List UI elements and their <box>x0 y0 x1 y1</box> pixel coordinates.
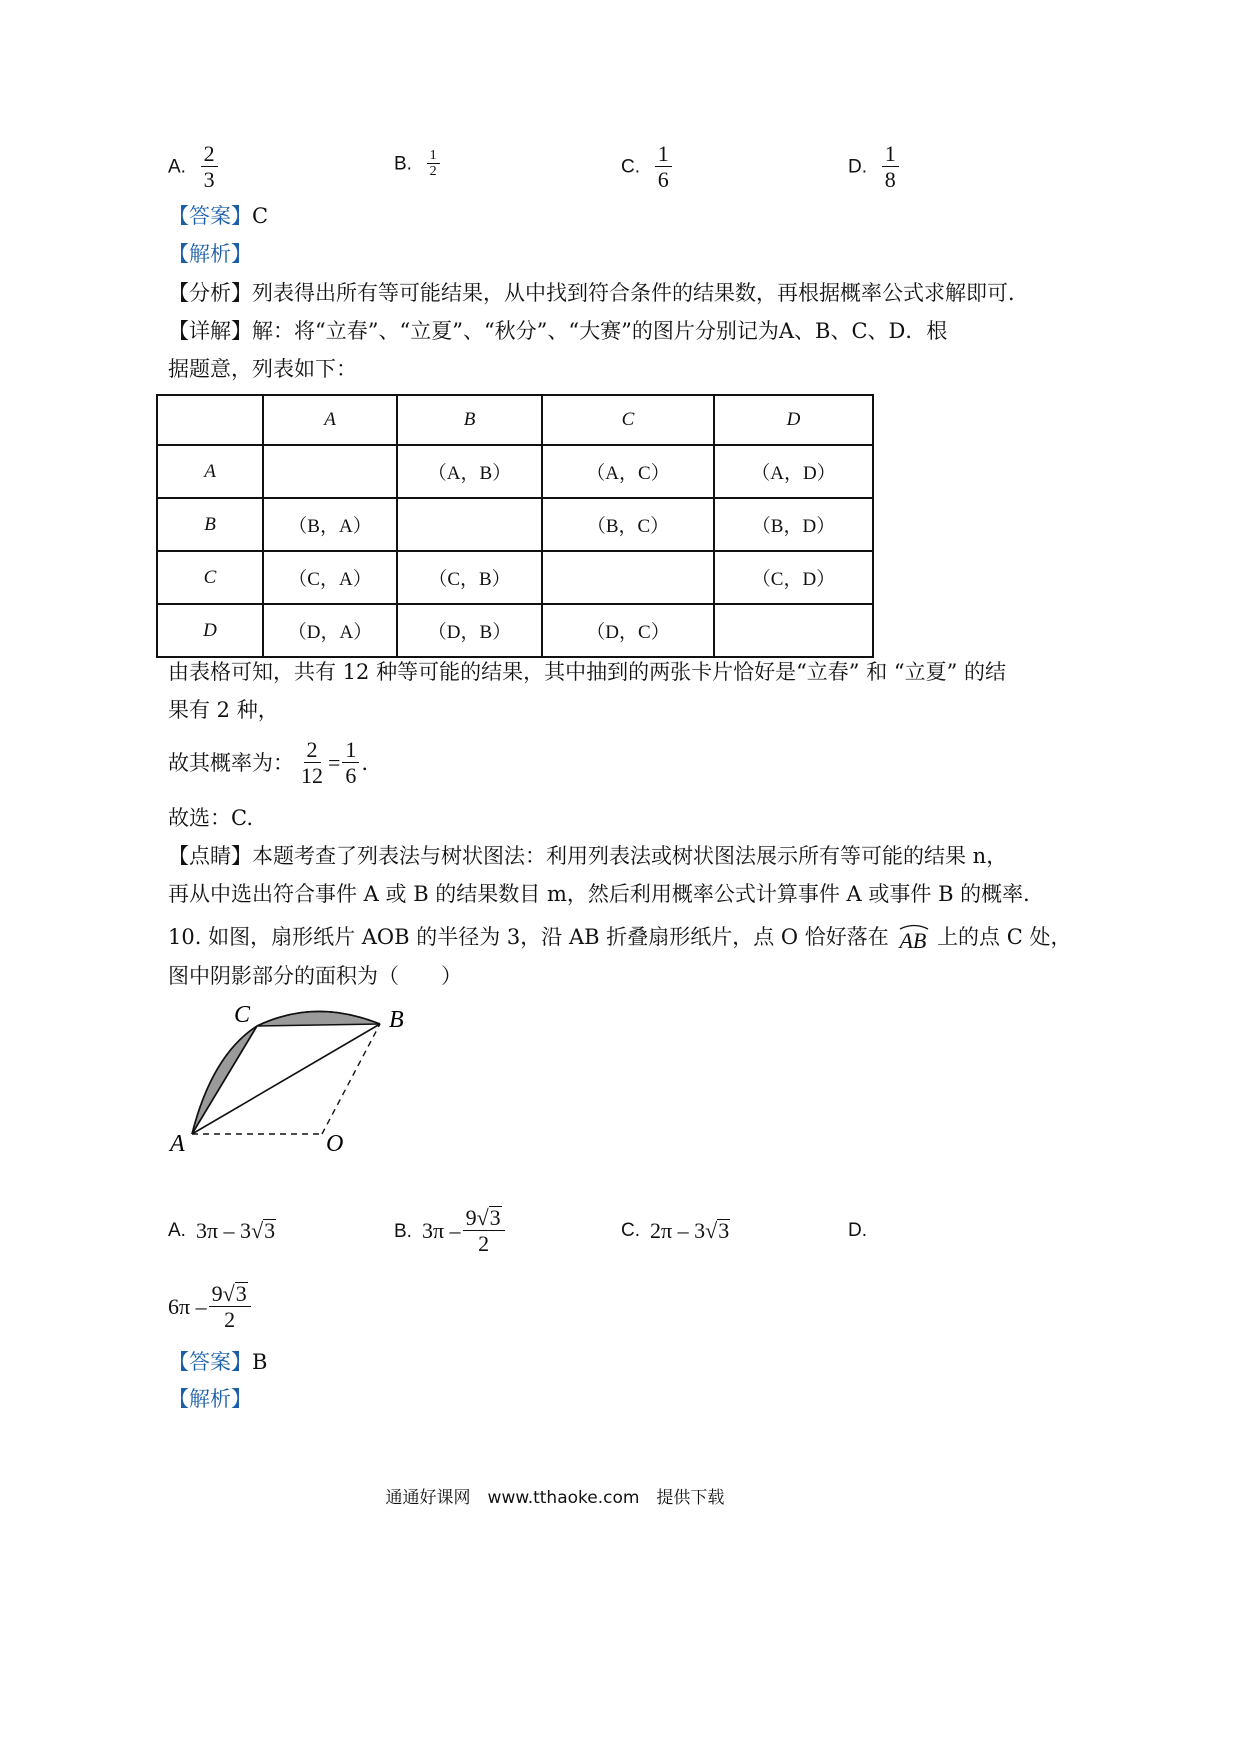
segment-ac <box>192 1026 257 1134</box>
table-header-cell: C <box>542 395 714 445</box>
table-cell: （A，B） <box>397 445 542 498</box>
q9-fenxi: 【分析】列表得出所有等可能结果，从中找到符合条件的结果数，再根据概率公式求解即可． <box>168 281 1029 305</box>
table-header-cell: B <box>397 395 542 445</box>
q9-probability: 故其概率为： $\frac{2}{12}$ = $\frac{1}{6}$ . <box>168 737 369 789</box>
q9-option-c: C. $\frac{1}{6}$ <box>621 142 672 192</box>
table-cell: （C，B） <box>397 551 542 604</box>
point-label-c: C <box>234 1002 251 1028</box>
table-cell: （C，A） <box>263 551 397 604</box>
q9-xiangjie-line1: 【详解】解：将“立春”、“立夏”、“秋分”、“大赛”的图片分别记为A、B、C、D．根 <box>168 319 948 343</box>
q9-option-d: D. $\frac{1}{8}$ <box>848 142 899 192</box>
q9-dianjing-line2: 再从中选出符合事件 A 或 B 的结果数目 m，然后利用概率公式计算事件 A 或事件 B 的概率． <box>168 882 1045 906</box>
table-row <box>157 498 873 551</box>
arc-ab-notation: AB <box>899 930 926 952</box>
table-cell: （C，D） <box>714 551 873 604</box>
q10-option-c: C. 2π – 3 √ 3 <box>621 1217 730 1243</box>
q9-dianjing-line1: 【点睛】本题考查了列表法与树状图法：利用列表法或树状图法展示所有等可能的结果 n， <box>168 844 1008 868</box>
table-cell: （D，A） <box>263 604 397 657</box>
q10-analysis-tag: 【解析】 <box>168 1387 252 1411</box>
point-label-a: A <box>170 1131 185 1157</box>
q10-option-d-value: 6π – $\frac{9√3}{2}$ <box>168 1282 251 1332</box>
q9-xiangjie-line2: 据题意，列表如下： <box>168 357 357 381</box>
q9-choice: 故选：C. <box>168 806 253 830</box>
table-cell: （D，C） <box>542 604 714 657</box>
table-header-cell: A <box>263 395 397 445</box>
table-row <box>157 551 873 604</box>
q9-conclusion-line1: 由表格可知，共有 12 种等可能的结果，其中抽到的两张卡片恰好是“立春” 和 “立夏” 的结 <box>168 660 1007 684</box>
arc-mark <box>899 922 929 930</box>
table-cell: （A，D） <box>714 445 873 498</box>
q10-option-a: A. 3π – 3 √ 3 <box>168 1217 276 1243</box>
q10-answer: 【答案】B <box>168 1350 268 1374</box>
sector-figure <box>160 995 440 1165</box>
table-cell: （B，D） <box>714 498 873 551</box>
table-cell: D <box>157 604 263 657</box>
table-row <box>157 604 873 657</box>
q9-answer: 【答案】C <box>168 204 269 228</box>
table-header-cell: D <box>714 395 873 445</box>
table-cell <box>397 498 542 551</box>
q9-analysis-tag: 【解析】 <box>168 242 252 266</box>
q9-option-a: A. $\frac{2}{3}$ <box>168 142 218 192</box>
table-cell: （B，A） <box>263 498 397 551</box>
q10-stem-line1: 10. 如图，扇形纸片 AOB 的半径为 3，沿 AB 折叠扇形纸片，点 O 恰好落在 AB 上的点 C 处， <box>168 926 1071 948</box>
table-cell <box>714 604 873 657</box>
q10-option-b: B. 3π – $\frac{9√3}{2}$ <box>394 1206 505 1256</box>
point-label-o: O <box>326 1131 344 1157</box>
point-label-b: B <box>389 1007 404 1033</box>
table-cell <box>263 445 397 498</box>
outcome-table <box>156 394 874 658</box>
table-cell: （B，C） <box>542 498 714 551</box>
q10-stem-line2: 图中阴影部分的面积为（ ） <box>168 964 462 988</box>
table-row <box>157 445 873 498</box>
table-header-cell <box>157 395 263 445</box>
table-cell: （A，C） <box>542 445 714 498</box>
footer-source: 通通好课网 www.tthaoke.com 提供下载 <box>385 1488 725 1508</box>
table-cell <box>542 551 714 604</box>
table-cell: B <box>157 498 263 551</box>
table-cell: （D，B） <box>397 604 542 657</box>
q9-conclusion-line2: 果有 2 种， <box>168 698 279 722</box>
q10-option-d-label: D. <box>848 1220 867 1241</box>
table-cell: A <box>157 445 263 498</box>
table-cell: C <box>157 551 263 604</box>
q9-option-b: B. $\frac{1}{2}$ <box>394 148 440 180</box>
